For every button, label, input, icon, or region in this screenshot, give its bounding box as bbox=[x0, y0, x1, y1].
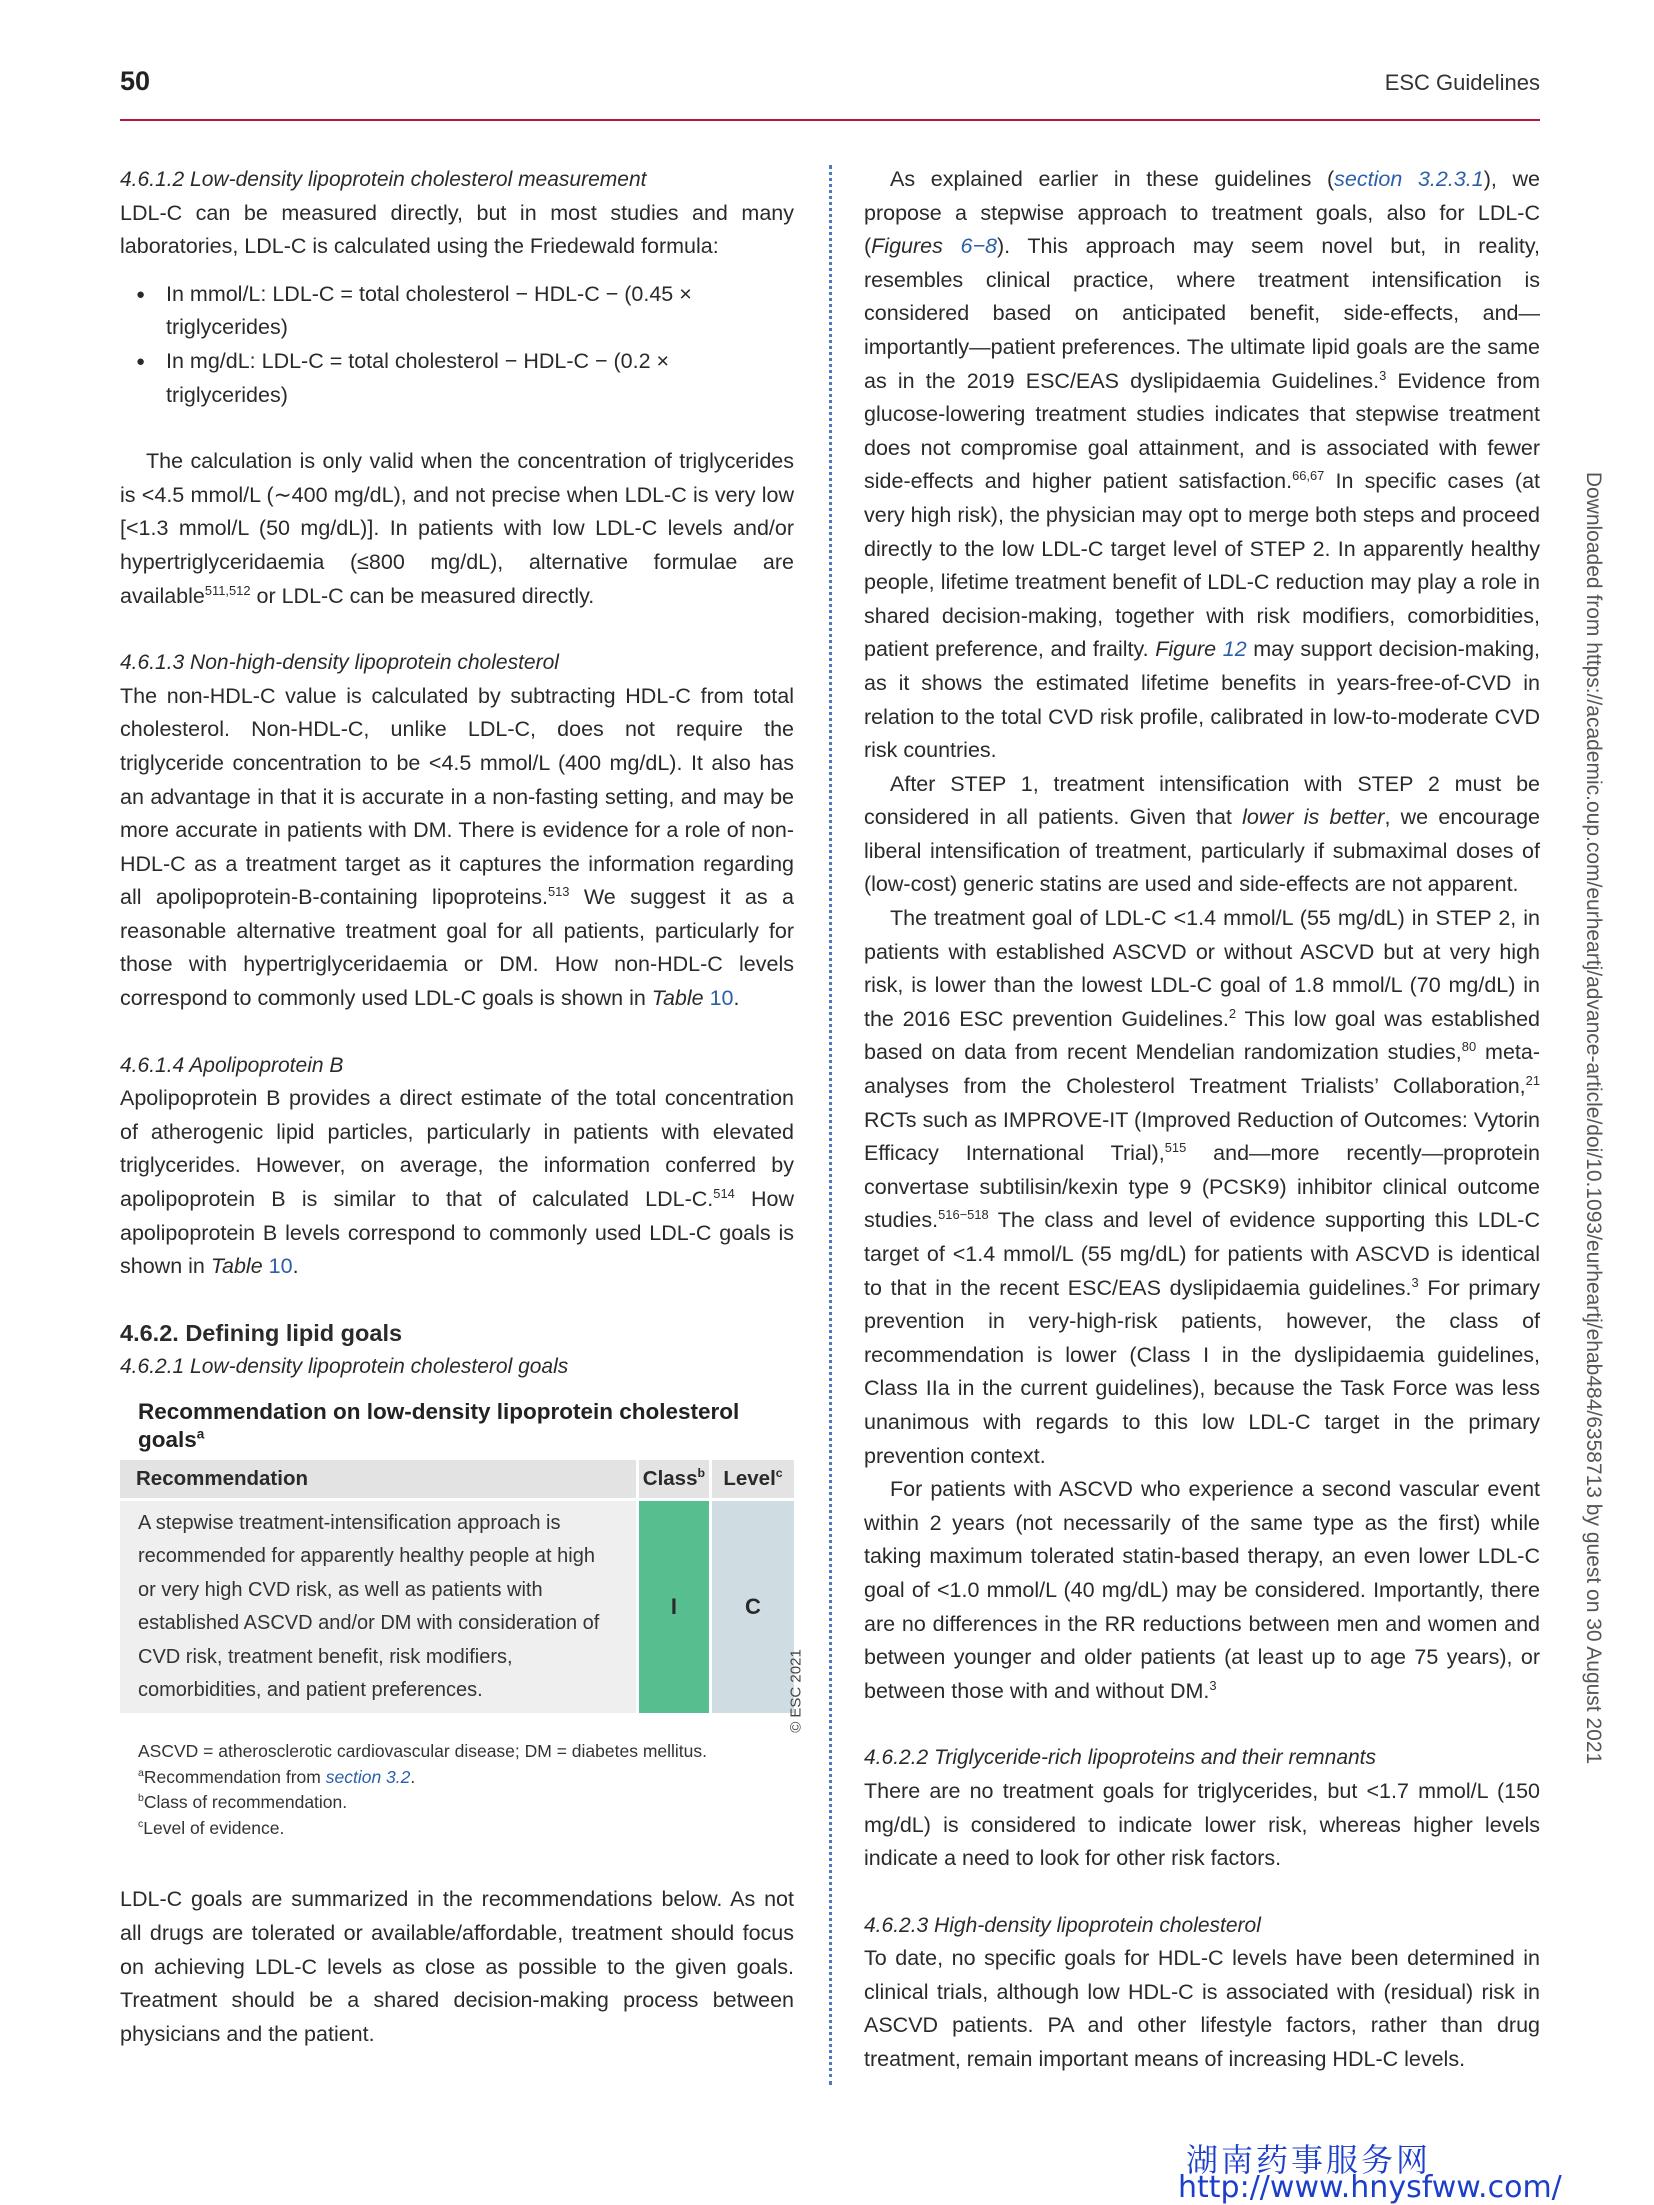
citation: 21 bbox=[1525, 1072, 1540, 1088]
table-footnotes bbox=[120, 1739, 794, 1841]
citation: 513 bbox=[547, 884, 570, 900]
paragraph-4612-validity: The calculation is only valid when the concentration of triglycerides is <4.5 mmol/L (∼400 mg/dL), and not precise when LDL-C is very low [<1.3 mmol/L (50 mg/dL)]. In patients with low LDL-C levels and/or hypertriglyceridaemia (≤800 mg/dL), alternative formulae are available$^{511,512}$ or LDL-C can be measured directly. bbox=[120, 449, 794, 608]
citation: 515 bbox=[1164, 1140, 1187, 1156]
paragraph-4622: There are no treatment goals for triglycerides, but <1.7 mmol/L (150 mg/dL) is considered to indicate lower risk, whereas higher levels indicate a need to look for other risk factors. bbox=[864, 1778, 1540, 1871]
col-header-recommendation: Recommendation bbox=[120, 1460, 636, 1498]
citation: 516−518 bbox=[938, 1207, 989, 1223]
recommendation-box bbox=[120, 1398, 794, 1841]
col-header-class: Class$^b$ bbox=[636, 1460, 709, 1498]
citation: 514 bbox=[713, 1185, 735, 1201]
citation: 3 bbox=[1411, 1274, 1419, 1290]
footnote-abbreviations: ASCVD = atherosclerotic cardiovascular disease; DM = diabetes mellitus. bbox=[138, 1741, 707, 1762]
right-column bbox=[864, 163, 1540, 2077]
paragraph-stepwise: As explained earlier in these guidelines (section 3.2.3.1), we propose a stepwise approach to treatment goals, also for LDL-C (Figures 6−8). This approach may seem novel but, in reality, resembles clinical practice, where treatment intensification is considered based on anticipated benefit, side-effects, and—importantly—patient preferences. The ultimate lipid goals are the same as in the 2019 ESC/EAS dyslipidaemia Guidelines.$^3$ Evidence from glucose-lowering treatment studies indicates that stepwise treatment does not compromise goal attainment, and is associated with fewer side-effects and higher patient satisfaction.$^{66,67}$ In specific cases (at very high risk), the physician may opt to merge both steps and proceed directly to the low LDL-C target level of STEP 2. In apparently healthy people, lifetime treatment benefit of LDL-C reduction may play a role in shared decision-making, together with risk modifiers, comorbidities, patient preference, and frailty. Figure 12 may support decision-making, as it shows the estimated lifetime benefits in years-free-of-CVD in relation to the total CVD risk profile, calibrated in low-to-moderate CVD risk countries. bbox=[864, 167, 1541, 763]
figure-12-link[interactable]: 12 bbox=[1222, 637, 1247, 662]
paragraph-4614: Apolipoprotein B provides a direct estimate of the total concentration of atherogenic lipid particles, particularly in patients with elevated triglycerides. However, on average, the information conferred by apolipoprotein B is similar to that of calculated LDL-C.$^{514}$ How apolipoprotein B levels correspond to commonly used LDL-C goals is shown in Table 10. bbox=[120, 1086, 795, 1279]
paragraph-goals-summary: LDL-C goals are summarized in the recommendations below. As not all drugs are tolerated or available/affordable, treatment should focus on achieving LDL-C levels as close as possible to the given goals. Treatment should be a shared decision-making process between physicians and the patient. bbox=[120, 1887, 794, 2046]
heading-4623: 4.6.2.3 High-density lipoprotein cholesterol bbox=[864, 1913, 1261, 1937]
footnote-b: $^b$Class of recommendation. bbox=[138, 1792, 348, 1813]
citation: 2 bbox=[1228, 1005, 1237, 1021]
column-divider bbox=[829, 165, 832, 2085]
section-3-2-3-1-link[interactable]: section 3.2.3.1 bbox=[1334, 167, 1484, 191]
footnote-c: $^c$Level of evidence. bbox=[138, 1817, 285, 1838]
citation: 80 bbox=[1461, 1039, 1477, 1055]
recommendation-title: Recommendation on low-density lipoprotein cholesterol goals$^a$ bbox=[138, 1399, 740, 1452]
citation: 3 bbox=[1379, 367, 1387, 383]
recommendation-table bbox=[120, 1460, 794, 1713]
figures-6-8-link[interactable]: 6−8 bbox=[960, 234, 997, 259]
heading-462: 4.6.2. Defining lipid goals bbox=[120, 1319, 403, 1346]
section-3-2-link[interactable]: section 3.2 bbox=[325, 1766, 411, 1787]
formula-mmol: ● In mmol/L: LDL-C = total cholesterol − HDL-C − (0.45 × triglycerides) bbox=[120, 278, 794, 345]
formula-list bbox=[120, 278, 794, 412]
formula-mgdl: ● In mg/dL: LDL-C = total cholesterol − HDL-C − (0.2 × triglycerides) bbox=[120, 345, 794, 412]
paragraph-second-event: For patients with ASCVD who experience a second vascular event within 2 years (not necessarily of the same type as the first) while taking maximum tolerated statin-based therapy, an even lower LDL-C goal of <1.0 mmol/L (40 mg/dL) may be considered. Importantly, there are no differences in the RR reductions between men and women and between younger and older patients (at least up to age 75 years), or between those with and without DM.$^3$ bbox=[864, 1477, 1540, 1703]
table-10-link[interactable]: 10 bbox=[268, 1254, 293, 1279]
level-value: C bbox=[709, 1498, 794, 1713]
paragraph-4612-intro: LDL-C can be measured directly, but in most studies and many laboratories, LDL-C is calculated using the Friedewald formula: bbox=[120, 200, 794, 259]
watermark-chinese: 湖南药事服务网 bbox=[1186, 2141, 1432, 2179]
paragraph-step1: After STEP 1, treatment intensification with STEP 2 must be considered in all patients. Given that lower is better, we encourage liberal intensification of treatment, particularly if submaximal doses of (low-cost) generic statins are used and side-effects are not apparent. bbox=[864, 771, 1540, 897]
col-header-level: Level$^c$ bbox=[709, 1460, 794, 1498]
class-value: I bbox=[636, 1498, 709, 1713]
paragraph-4623: To date, no specific goals for HDL-C levels have been determined in clinical trials, although low HDL-C is associated with (residual) risk in ASCVD patients. PA and other lifestyle factors, rather than drug treatment, remain important means of increasing HDL-C levels. bbox=[864, 1946, 1540, 2072]
esc-copyright: © ESC 2021 bbox=[787, 1649, 805, 1733]
recommendation-text: A stepwise treatment-intensification approach is recommended for apparently healthy people at high or very high CVD risk, as well as patients with established ASCVD and/or DM with consideration of CVD risk, treatment benefit, risk modifiers, comorbidities, and patient preferences. bbox=[120, 1498, 636, 1713]
table-10-link[interactable]: 10 bbox=[709, 986, 734, 1011]
left-column bbox=[120, 163, 794, 2051]
page-number: 50 bbox=[120, 66, 151, 96]
heading-4621: 4.6.2.1 Low-density lipoprotein cholesterol goals bbox=[120, 1355, 569, 1379]
heading-4613: 4.6.1.3 Non-high-density lipoprotein cholesterol bbox=[120, 651, 559, 675]
header-rule bbox=[120, 119, 1540, 121]
watermark-url[interactable]: http://www.hnysfww.com/ bbox=[1178, 2170, 1562, 2205]
heading-4612: 4.6.1.2 Low-density lipoprotein cholesterol measurement bbox=[120, 168, 647, 191]
running-head: ESC Guidelines bbox=[1384, 70, 1540, 95]
citation: 3 bbox=[1209, 1677, 1217, 1693]
citation: 66,67 bbox=[1292, 468, 1325, 484]
paragraph-treatment-goal: The treatment goal of LDL-C <1.4 mmol/L (55 mg/dL) in STEP 2, in patients with established ASCVD or without ASCVD but at very high risk, is lower than the lowest LDL-C goal of 1.8 mmol/L (70 mg/dL) in the 2016 ESC prevention Guidelines.$^2$ This low goal was established based on data from recent Mendelian randomization studies,$^{80}$ meta-analyses from the Cholesterol Treatment Trialists’ Collaboration,$^{21}$ RCTs such as IMPROVE-IT (Improved Reduction of Outcomes: Vytorin Efficacy International Trial),$^{515}$ and—more recently—proprotein convertase subtilisin/kexin type 9 (PCSK9) inhibitor clinical outcome studies.$^{516-518}$ The class and level of evidence supporting this LDL-C target of <1.4 mmol/L (55 mg/dL) for patients with ASCVD is identical to that in the recent ESC/EAS dyslipidaemia guidelines.$^3$ For primary prevention in very-high-risk patients, however, the class of recommendation is lower (Class I in the dyslipidaemia guidelines, Class IIa in the current guidelines), because the Task Force was less unanimous with regards to this low LDL-C target in the primary prevention context. bbox=[864, 906, 1540, 1468]
citation: 511,512 bbox=[204, 582, 251, 598]
paragraph-4613: The non-HDL-C value is calculated by subtracting HDL-C from total cholesterol. Non-HDL-C, unlike LDL-C, does not require the triglyceride concentration to be <4.5 mmol/L (400 mg/dL). It also has an advantage in that it is accurate in a non-fasting setting, and may be more accurate in patients with DM. There is evidence for a role of non-HDL-C as a treatment target as it captures the information regarding all apolipoprotein-B-containing lipoproteins.$^{513}$ We suggest it as a reasonable alternative treatment goal for all patients, particularly for those with hypertriglyceridaemia or DM. How non-HDL-C levels correspond to commonly used LDL-C goals is shown in Table 10. bbox=[120, 683, 794, 1011]
heading-4614: 4.6.1.4 Apolipoprotein B bbox=[120, 1053, 344, 1077]
download-notice: Downloaded from https://academic.oup.com/eurheartj/advance-article/doi/10.1093/eurheartj/ehab484/6358713 by guest on 30 August 2021 bbox=[1582, 471, 1605, 1765]
heading-4622: 4.6.2.2 Triglyceride-rich lipoproteins and their remnants bbox=[864, 1746, 1377, 1770]
footnote-a: $^a$Recommendation from section 3.2. bbox=[138, 1766, 416, 1787]
